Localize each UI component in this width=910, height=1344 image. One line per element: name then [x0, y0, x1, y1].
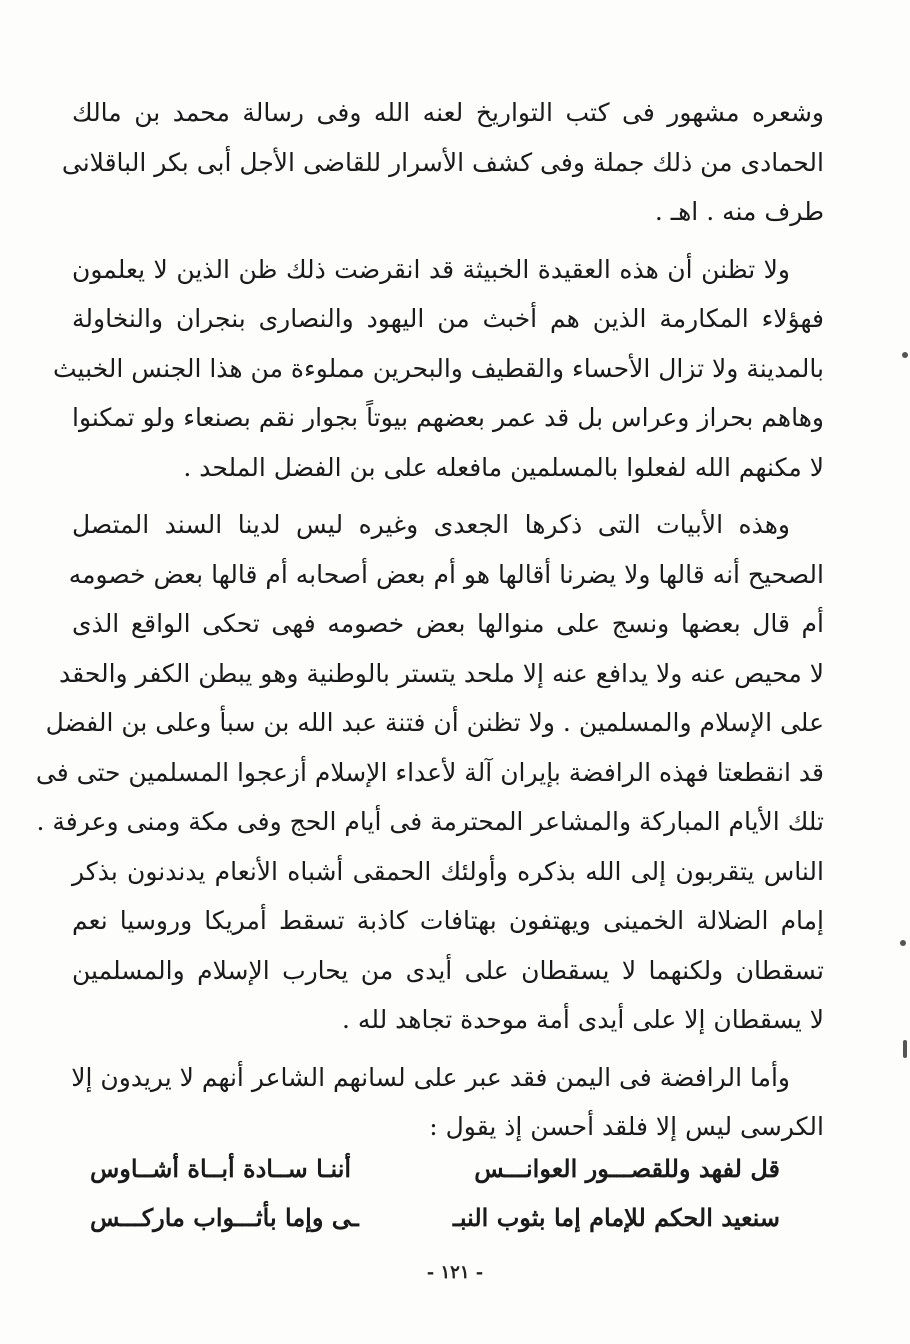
text-line: الصحيح أنه قالها ولا يضرنا أقالها هو أم بعض أصحابه أم قالها بعض خصومه: [68, 559, 824, 589]
text-line: وأما الرافضة فى اليمن فقد عبر على لسانهم الشاعر أنهم لا يريدون إلا: [71, 1062, 790, 1092]
text-line: لا مكنهم الله لفعلوا بالمسلمين مافعله على بن الفضل الملحد .: [183, 452, 824, 482]
text-line: على الإسلام والمسلمين . ولا تظنن أن فتنة عبد الله بن سبأ وعلى بن الفضل: [45, 708, 824, 737]
text-line: ولا تظنن أن هذه العقيدة الخبيثة قد انقرضت ذلك ظن الذين لا يعلمون: [72, 254, 790, 284]
paragraph-1: [61, 88, 824, 237]
poem-verse: [90, 1193, 780, 1242]
text-line: الناس يتقربون إلى الله بذكره وأولئك الحمقى أشباه الأنعام يدندنون بذكر: [72, 856, 824, 886]
text-line: لا يسقطان إلا على أيدى أمة موحدة تجاهد لله .: [342, 1005, 824, 1034]
text-line: تسقطان ولكنهما لا يسقطان على أيدى من يحارب الإسلام والمسلمين: [72, 955, 824, 985]
text-line: قد انقطعتا فهذه الرافضة بإيران آلة لأعداء الإسلام أزعجوا المسلمين حتى فى: [35, 757, 824, 787]
body-text: [35, 88, 824, 1160]
text-line: وهذه الأبيات التى ذكرها الجعدى وغيره ليس لدينا السند المتصل: [72, 510, 790, 539]
paragraph-3: [35, 500, 824, 1045]
text-line: إمام الضلالة الخمينى ويهتفون بهتافات كاذبة تسقط أمريكا وروسيا نعم: [72, 906, 824, 935]
paragraph-2: [53, 245, 824, 493]
paragraph-4: [72, 1053, 824, 1152]
poem-verses: [90, 1144, 780, 1242]
text-line: الكرسى ليس إلا فلقد أحسن إذ يقول :: [429, 1112, 824, 1141]
text-line: تلك الأيام المباركة والمشاعر المحترمة فى أيام الحج وفى مكة ومنى وعرفة .: [36, 807, 824, 836]
text-line: وشعره مشهور فى كتب التواريخ لعنه الله وفى رسالة محمد بن مالك: [72, 98, 824, 127]
margin-speck: [902, 352, 908, 358]
poem-verse: [90, 1144, 780, 1193]
poem-first-hemistich: قل لفهد وللقصـــور العوانـــس: [474, 1154, 780, 1183]
poem-first-hemistich: سنعيد الحكم للإمام إما بثوب النبـ: [452, 1203, 780, 1232]
text-line: طرف منه . اهـ .: [654, 197, 824, 226]
page-number: - ١٢١ -: [426, 1262, 484, 1283]
text-line: فهؤلاء المكارمة الذين هم أخبث من اليهود والنصارى بنجران والنخاولة: [72, 304, 824, 333]
margin-speck: [900, 940, 906, 946]
text-line: الحمادى من ذلك جملة وفى كشف الأسرار للقاضى الأجل أبى بكر الباقلانى: [61, 147, 824, 177]
poem-second-hemistich: ـى وإما بأثـــواب ماركـــس: [90, 1203, 359, 1232]
poem-second-hemistich: أننـا ســادة أبــاة أشــاوس: [90, 1154, 352, 1183]
text-line: لا محيص عنه ولا يدافع عنه إلا ملحد يتستر بالوطنية وهو يبطن الكفر والحقد: [59, 658, 824, 688]
text-line: وهاهم بحراز وعراس بل قد عمر بعضهم بيوتاً بجوار نقم بصنعاء ولو تمكنوا: [72, 403, 824, 432]
margin-speck: [903, 1040, 907, 1058]
text-line: بالمدينة ولا تزال الأحساء والقطيف والبحرين مملوءة من هذا الجنس الخبيث: [53, 353, 824, 383]
text-line: أم قال بعضها ونسج على منوالها بعض خصومه فهى تحكى الواقع الذى: [72, 609, 824, 638]
